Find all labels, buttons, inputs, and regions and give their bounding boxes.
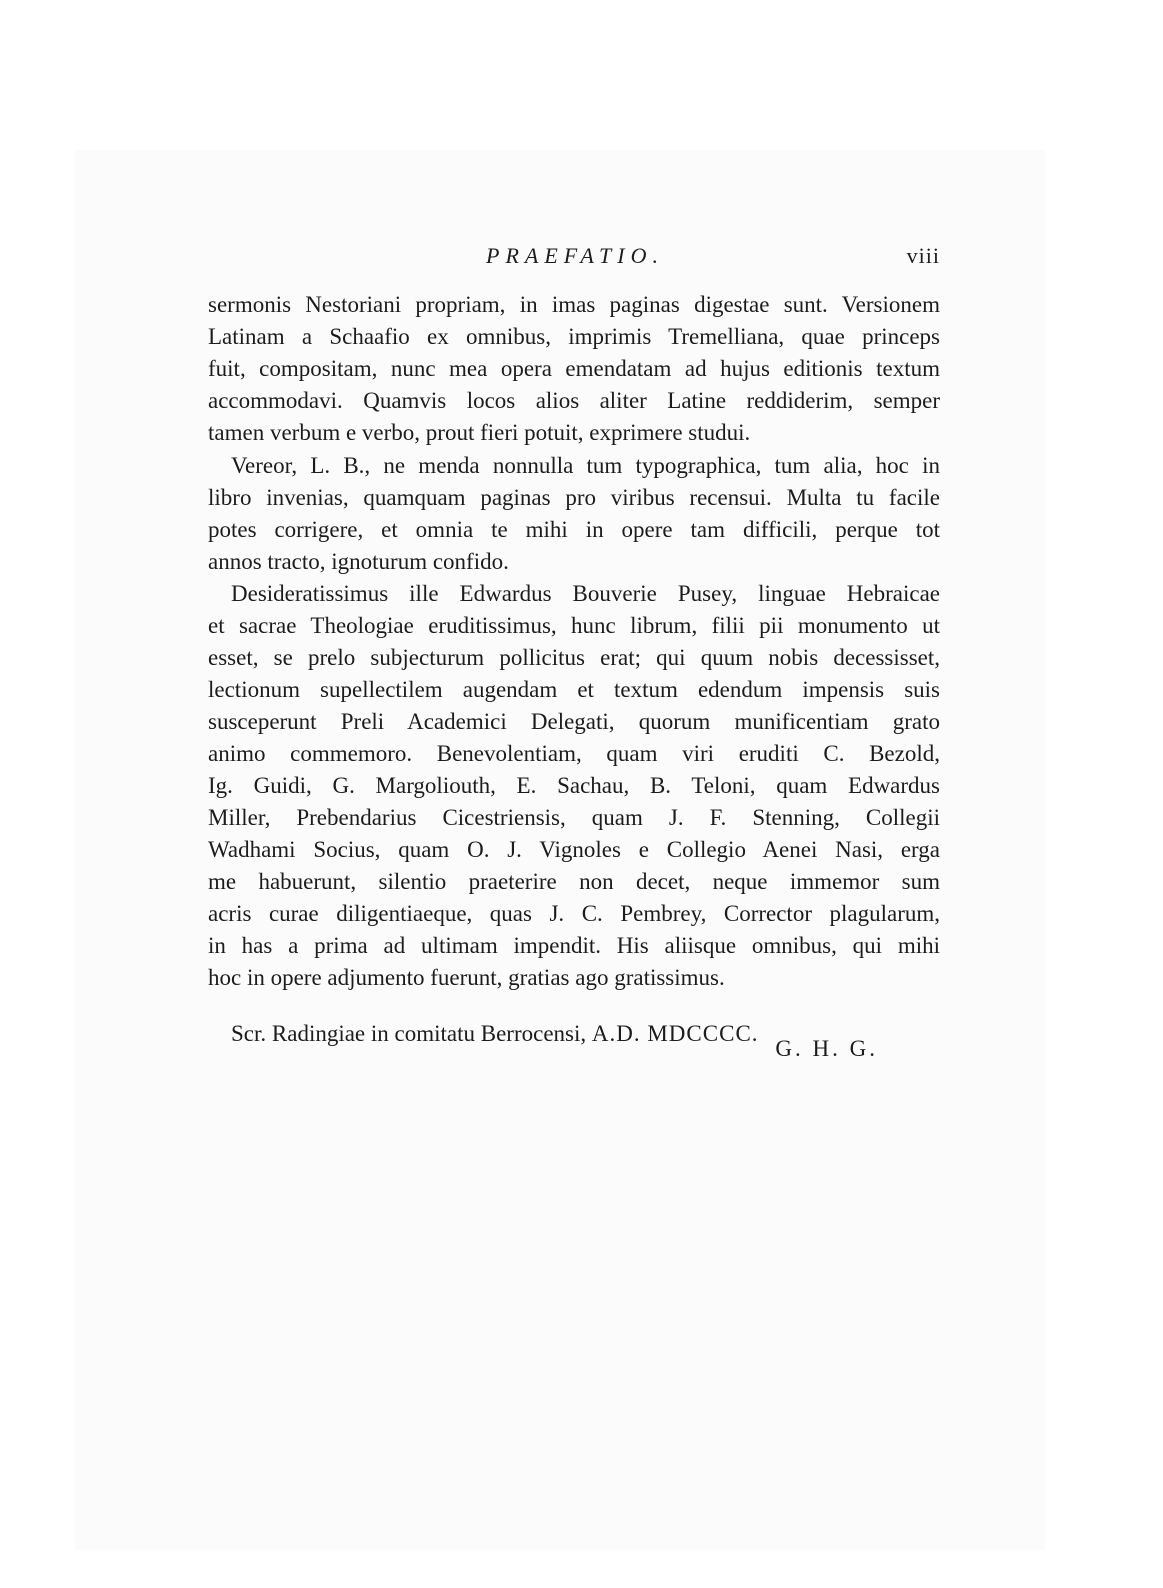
text-line: esset, se prelo subjecturum pollicitus erat; qui quum nobis decessisset, <box>208 645 940 670</box>
text-line: animo commemoro. Benevolentiam, quam viri eruditi C. Bezold, <box>208 741 940 766</box>
text-line: lectionum supellectilem augendam et textum edendum impensis suis <box>208 677 940 702</box>
text-line: Miller, Prebendarius Cicestriensis, quam J. F. Stenning, Collegii <box>208 805 940 830</box>
text-line: Vereor, L. B., ne menda nonnulla tum typographica, tum alia, hoc in <box>231 453 940 478</box>
running-head <box>210 241 940 275</box>
signature: G. H. G. <box>775 1036 878 1061</box>
text-line: et sacrae Theologiae eruditissimus, hunc librum, filii pii monumento ut <box>208 613 940 638</box>
text-line: Wadhami Socius, quam O. J. Vignoles e Collegio Aenei Nasi, erga <box>208 837 940 862</box>
text-line: Ig. Guidi, G. Margoliouth, E. Sachau, B. Teloni, quam Edwardus <box>208 773 940 798</box>
text-line: fuit, compositam, nunc mea opera emendatam ad hujus editionis textum <box>208 356 940 381</box>
text-line: tamen verbum e verbo, prout fieri potuit, exprimere studui. <box>208 420 751 445</box>
text-line: libro invenias, quamquam paginas pro viribus recensui. Multa tu facile <box>208 485 940 510</box>
page-number: viii <box>906 243 940 268</box>
text-line: Desideratissimus ille Edwardus Bouverie Pusey, linguae Hebraicae <box>231 581 940 606</box>
text-line: potes corrigere, et omnia te mihi in opere tam difficili, perque tot <box>208 517 940 542</box>
text-line: acris curae diligentiaeque, quas J. C. Pembrey, Corrector plagularum, <box>208 901 940 926</box>
text-line: susceperunt Preli Academici Delegati, quorum munificentiam grato <box>208 709 940 734</box>
text-line: me habuerunt, silentio praeterire non decet, neque immemor sum <box>208 869 940 894</box>
text-line: annos tracto, ignoturum confido. <box>208 549 509 574</box>
closing-date: A.D. MDCCCC. <box>591 1021 759 1046</box>
closing-place: Scr. Radingiae in comitatu Berrocensi, <box>231 1021 592 1046</box>
page-title: PRAEFATIO. <box>486 243 664 268</box>
text-line: Latinam a Schaafio ex omnibus, imprimis Tremelliana, quae princeps <box>208 324 940 349</box>
text-line: in has a prima ad ultimam impendit. His aliisque omnibus, qui mihi <box>208 933 940 958</box>
text-line: hoc in opere adjumento fuerunt, gratias ago gratissimus. <box>208 965 725 990</box>
text-line: accommodavi. Quamvis locos alios aliter Latine reddiderim, semper <box>208 388 940 413</box>
text-line: sermonis Nestoriani propriam, in imas paginas digestae sunt. Versionem <box>208 292 940 317</box>
